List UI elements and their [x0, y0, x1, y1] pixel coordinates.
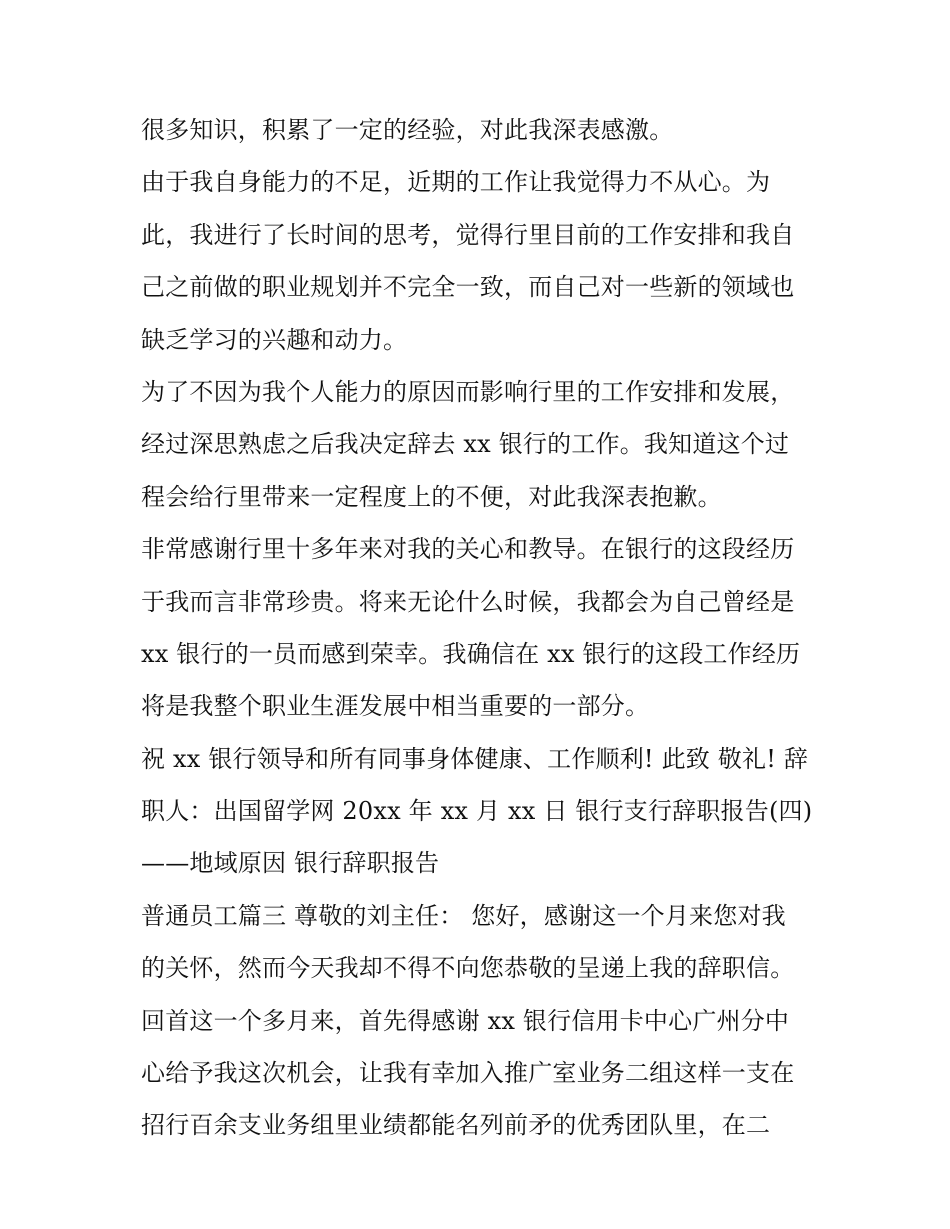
text-line: ——地域原因 银行辞职报告	[141, 849, 440, 878]
text-line: 由于我自身能力的不足，近期的工作让我觉得力不从心。为	[141, 168, 771, 197]
text-line: 为了不因为我个人能力的原因而影响行里的工作安排和发展，	[141, 377, 795, 406]
text-line: 缺乏学习的兴趣和动力。	[141, 325, 408, 354]
text-line: 于我而言非常珍贵。将来无论什么时候，我都会为自己曾经是	[141, 587, 795, 616]
text-line: 经过深思熟虑之后我决定辞去 xx 银行的工作。我知道这个过	[141, 430, 790, 459]
text-line: 职人：出国留学网 20xx 年 xx 月 xx 日 银行支行辞职报告(四)	[141, 797, 813, 826]
text-line: 的关怀，然而今天我却不得不向您恭敬的呈递上我的辞职信。	[141, 954, 795, 983]
document-body	[141, 104, 821, 1152]
text-line: 心给予我这次机会，让我有幸加入推广室业务二组这样一支在	[141, 1059, 795, 1088]
text-line: 回首这一个多月来，首先得感谢 xx 银行信用卡中心广州分中	[141, 1006, 790, 1035]
text-line: 此，我进行了长时间的思考，觉得行里目前的工作安排和我自	[141, 220, 795, 249]
text-line: 己之前做的职业规划并不完全一致，而自己对一些新的领域也	[141, 273, 795, 302]
text-line: 招行百余支业务组里业绩都能名列前矛的优秀团队里，在二	[141, 1111, 771, 1140]
text-line: 祝 xx 银行领导和所有同事身体健康、工作顺利! 此致 敬礼! 辞	[141, 744, 809, 773]
text-line: xx 银行的一员而感到荣幸。我确信在 xx 银行的这段工作经历	[141, 639, 801, 668]
text-line: 程会给行里带来一定程度上的不便，对此我深表抱歉。	[141, 482, 722, 511]
text-line: 将是我整个职业生涯发展中相当重要的一部分。	[141, 692, 650, 721]
text-line: 非常感谢行里十多年来对我的关心和教导。在银行的这段经历	[141, 535, 795, 564]
text-line: 普通员工篇三 尊敬的刘主任： 您好，感谢这一个月来您对我	[141, 901, 786, 930]
text-line: 很多知识，积累了一定的经验，对此我深表感激。	[141, 116, 674, 144]
